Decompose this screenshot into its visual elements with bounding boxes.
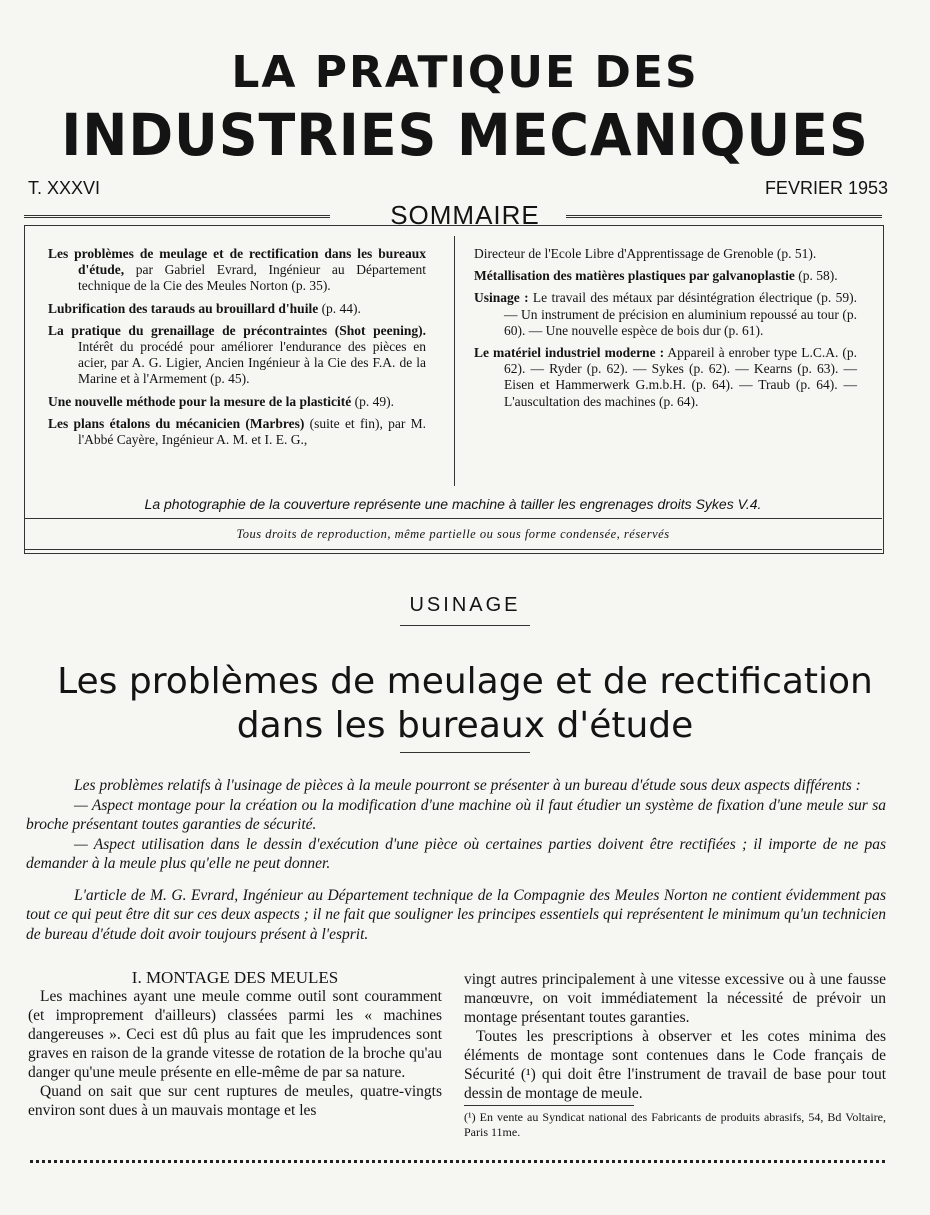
entry-text: Le travail des métaux par désintégration électrique (p. 59). — Un instrument de précision en aluminium repoussé au tour (p. 60). — Une nouvelle espèce de bois dur (p. 61). <box>504 290 858 338</box>
article-title-line2: dans les bureaux d'étude <box>236 705 694 746</box>
sommaire-entry <box>48 301 426 317</box>
entry-text: (p. 49). <box>351 393 394 409</box>
entry-text: Appareil à enrober type L.C.A. (p. 62). — Ryder (p. 62). — Sykes (p. 62). — Kearns (p. 63). — Eisen et Hammerwerk G.m.b.H. (p. 64). — Traub (p. 64). — L'auscultation des machines (p. 64). <box>504 345 857 409</box>
sommaire-entry <box>48 323 426 388</box>
masthead-title: INDUSTRIES MECANIQUES <box>61 101 869 169</box>
entry-title: Une nouvelle méthode pour la mesure de la plasticité <box>48 393 352 409</box>
body-paragraph: Quand on sait que sur cent ruptures de meules, quatre-vingts environ sont dues à un mauvais montage et les <box>28 1083 442 1119</box>
sommaire-right-column <box>474 246 857 416</box>
article-intro <box>26 776 886 944</box>
masthead-line1: LA PRATIQUE DES <box>231 47 699 98</box>
footnote-rule <box>464 1105 634 1106</box>
intro-paragraph: — Aspect utilisation dans le dessin d'exécution d'une pièce où certaines parties doivent être rectifiées ; il importe de ne pas demander à la meule plus qu'elle ne peut donner. <box>26 835 886 872</box>
entry-title: Métallisation des matières plastiques par galvanoplastie <box>474 268 795 284</box>
body-paragraph: vingt autres principalement à une vitesse excessive ou à une fausse manœuvre, on voit immédiatement la nécessité de prévoir un montage présentant toutes garanties. <box>464 971 886 1026</box>
entry-title: Lubrification des tarauds au brouillard d'huile <box>48 300 319 316</box>
article-title-line1: Les problèmes de meulage et de rectification <box>57 661 873 702</box>
section-heading: USINAGE <box>409 594 521 616</box>
sommaire-left-column <box>48 246 426 454</box>
entry-text: (p. 44). <box>318 300 361 316</box>
body-paragraph: Les machines ayant une meule comme outil sont couramment (et improprement d'ailleurs) classées parmi les « machines dangereuses ». Ceci est dû plus au fait que les imprudences sont graves en raison de la grande vitesse de rotation de la broche qu'au danger qu'une meule présente en elle-même de par sa nature. <box>28 988 442 1081</box>
sommaire-entry <box>474 268 857 284</box>
rights-notice: Tous droits de reproduction, même partielle ou sous forme condensée, réservés <box>236 527 670 541</box>
page-bottom-dotted-rule <box>30 1160 885 1163</box>
entry-title: Les problèmes de meulage et de rectification dans les bureaux d'étude, <box>48 246 426 278</box>
intro-paragraph: — Aspect montage pour la création ou la modification d'une machine où il faut étudier un système de fixation d'une meule sur sa broche présentant toutes garanties de sécurité. <box>26 796 886 833</box>
sommaire-entry <box>48 416 426 448</box>
entry-title: Le matériel industriel moderne : <box>474 345 665 361</box>
body-right-column <box>464 970 886 1103</box>
sommaire-entry <box>474 345 857 410</box>
sommaire-entry <box>48 246 426 295</box>
intro-paragraph: Les problèmes relatifs à l'usinage de pièces à la meule pourront se présenter à un bureau d'étude sous deux aspects différents : <box>74 777 861 794</box>
column-divider <box>454 236 455 486</box>
article-title <box>0 660 930 748</box>
entry-title: Usinage : <box>474 290 529 306</box>
footnote: (¹) En vente au Syndicat national des Fabricants de produits abrasifs, 54, Bd Voltaire, Paris 11me. <box>464 1110 886 1139</box>
entry-text: Intérêt du procédé pour améliorer l'endurance des pièces en acier, par A. G. Ligier, Ancien Ingénieur à la Cie des F.A. de la Marine et à l'Armement (p. 45). <box>78 339 426 387</box>
issue-date: FEVRIER 1953 <box>764 178 888 198</box>
sommaire-entry <box>48 394 426 410</box>
entry-text: par Gabriel Evrard, Ingénieur au Département technique de la Cie des Meules Norton (p. 35). <box>78 262 426 294</box>
entry-title: La pratique du grenaillage de précontraintes (Shot peening). <box>48 322 426 338</box>
entry-text: Directeur de l'Ecole Libre d'Apprentissage de Grenoble (p. 51). <box>474 246 817 261</box>
box-separator-bottom <box>24 549 882 550</box>
intro-paragraph: L'article de M. G. Evrard, Ingénieur au Département technique de la Compagnie des Meules Norton ne contient évidemment pas tout ce qui peut être dit sur ces deux aspects ; il ne fait que souligner les principes essentiels qui représentent le minimum qu'un technicien de bureau d'étude doit avoir toujours présent à l'esprit. <box>26 886 886 943</box>
title-rule <box>400 752 530 753</box>
sommaire-heading: SOMMAIRE <box>390 200 540 230</box>
box-separator <box>24 518 882 519</box>
entry-text: (suite et fin), par M. l'Abbé Cayère, Ingénieur A. M. et I. E. G., <box>78 415 426 448</box>
sommaire-entry <box>474 290 857 339</box>
body-paragraph: Toutes les prescriptions à observer et les cotes minima des éléments de montage sont contenues dans le Code français de Sécurité (¹) qui doit être l'instrument de travail de base pour tout dessin de montage de meule. <box>464 1028 886 1102</box>
entry-text: (p. 58). <box>794 268 838 284</box>
sommaire-entry <box>474 246 857 262</box>
tome-number: T. XXXVI <box>28 178 101 198</box>
entry-title: Les plans étalons du mécanicien (Marbres) <box>48 415 305 431</box>
section-one-heading: I. MONTAGE DES MEULES <box>131 968 339 987</box>
body-left-column <box>28 968 442 1120</box>
sommaire-rule-right <box>566 215 882 218</box>
section-rule <box>400 625 530 626</box>
cover-note: La photographie de la couverture représente une machine à tailler les engrenages droits Sykes V.4. <box>144 496 762 512</box>
